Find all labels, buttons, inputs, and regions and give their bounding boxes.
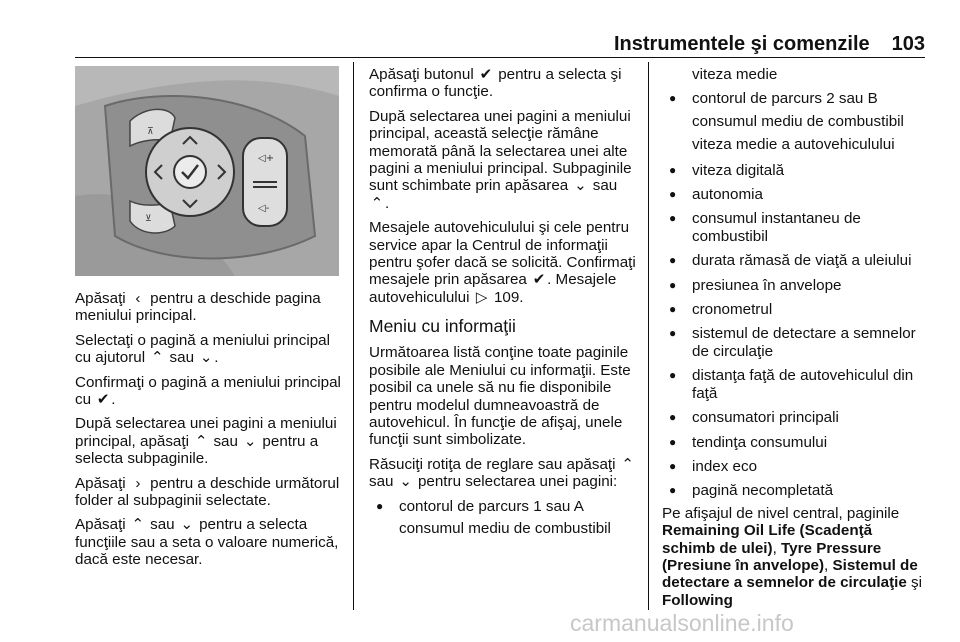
steering-wheel-illustration <box>75 66 339 276</box>
paragraph: Apăsaţi ‹ pentru a deschide pagina meniului principal. <box>75 290 321 325</box>
list-item: ● autonomia <box>662 186 927 203</box>
chevron-down-icon: ⌄ <box>399 473 413 491</box>
svg-text:⊼: ⊼ <box>147 127 154 137</box>
list-item: ● tendinţa consumului <box>662 434 927 451</box>
info-page-list <box>662 162 927 500</box>
list-item: ● index eco <box>662 458 927 475</box>
list-subitem: viteza medie <box>692 66 778 83</box>
paragraph: După selectarea unei pagini a meniului principal, această selecţie rămâne memorată până la selectarea unei alte pagini a meniului principal. Subpaginile sunt schimbate prin apăsarea ⌄ sau ⌃ . <box>369 107 632 212</box>
column-3 <box>662 66 927 616</box>
chevron-left-icon: ‹ <box>135 290 141 307</box>
chevron-down-icon: ⌄ <box>574 177 587 195</box>
list-item: ● pagină necompletată <box>662 482 927 499</box>
chevron-down-icon: ⌄ <box>180 516 194 534</box>
bold-term: Sistemul de detectare a semnelor de circulaţie <box>662 556 918 592</box>
list-item: ● sistemul de detectare a semnelor de circulaţie <box>662 325 927 360</box>
column-divider <box>648 62 649 610</box>
paragraph: Următoarea listă conţine toate paginile posibile ale Meniului cu informaţii. Este posibil ca unele să nu fie disponibile pentru modelul dumneavoastră de autovehicul. În funcţie de afişaj, unele funcţii sunt simbolizate. <box>369 344 631 449</box>
svg-text:⊻: ⊻ <box>145 214 152 224</box>
chapter-title: Instrumentele şi comenzile <box>613 33 870 55</box>
list-item: ● cronometrul <box>662 301 927 318</box>
chevron-down-icon: ⌄ <box>199 349 213 367</box>
list-subitem: consumul mediu de combustibil <box>692 112 904 130</box>
triangle-right-icon: ▷ <box>475 288 488 306</box>
chevron-right-icon: › <box>135 474 141 492</box>
list-subitem: viteza medie a autovehiculului <box>692 136 895 154</box>
steering-wheel-svg <box>75 66 339 276</box>
list-item: ● viteza digitală <box>662 162 927 179</box>
chevron-up-icon: ⌃ <box>621 455 635 473</box>
info-page-list <box>662 90 927 107</box>
check-icon: ✔ <box>96 391 110 409</box>
info-page-list <box>369 498 637 515</box>
page-header <box>75 24 925 56</box>
watermark: carmanualsonline.info <box>570 610 794 636</box>
list-item: ● distanţa faţă de autovehiculul din faţă <box>662 367 927 402</box>
list-item: ● consumul instantaneu de combustibil <box>662 210 927 245</box>
page-number: 103 <box>891 33 925 55</box>
list-item: ● durata rămasă de viaţă a uleiului <box>662 252 927 269</box>
list-item: ● presiunea în anvelope <box>662 277 927 294</box>
list-item: ● contorul de parcurs 1 sau A <box>369 498 637 515</box>
column-divider <box>353 62 354 610</box>
paragraph: Mesajele autovehiculului şi cele pentru service apar la Centrul de informaţii pentru şofer dacă se solicită. Confirmaţi mesajele prin apăsarea ✔ . Mesajele autovehiculului ▷ 109. <box>369 219 636 306</box>
list-subitem: consumul mediu de combustibil <box>399 519 611 537</box>
paragraph: Apăsaţi › pentru a deschide următorul folder al subpaginii selectate. <box>75 474 340 510</box>
bold-term: Tyre Pressure (Presiune în anvelope) <box>662 539 882 574</box>
paragraph: Selectaţi o pagină a meniului principal cu ajutorul ⌃ sau ⌄ . <box>75 331 330 367</box>
bold-term: Remaining Oil Life (Scadenţă schimb de ulei) <box>662 522 873 557</box>
bold-term: Following <box>662 591 733 609</box>
chevron-up-icon: ⌃ <box>150 349 164 367</box>
svg-text:◁-: ◁- <box>258 203 270 214</box>
header-rule <box>75 57 925 58</box>
column-2 <box>369 66 637 545</box>
check-icon: ✔ <box>532 271 546 289</box>
paragraph: Pe afişajul de nivel central, paginile Remaining Oil Life (Scadenţă schimb de ulei), Tyre Pressure (Presiune în anvelope), Sistemul de detectare a semnelor de circulaţie şi Following <box>662 504 923 609</box>
section-heading: Meniu cu informaţii <box>369 316 516 337</box>
column-1 <box>75 290 343 576</box>
chevron-down-icon: ⌄ <box>243 432 257 450</box>
svg-text:◁+: ◁+ <box>258 153 275 164</box>
check-icon: ✔ <box>479 66 493 83</box>
paragraph: După selectarea unei pagini a meniului principal, apăsaţi ⌃ sau ⌄ pentru a selecta subpaginile. <box>75 415 337 468</box>
chevron-up-icon: ⌃ <box>194 432 208 450</box>
dpad-center <box>174 156 206 188</box>
list-item: ● consumatori principali <box>662 409 927 426</box>
list-item: ● contorul de parcurs 2 sau B <box>662 90 927 107</box>
paragraph: Apăsaţi butonul ✔ pentru a selecta şi confirma o funcţie. <box>369 66 622 101</box>
chevron-up-icon: ⌃ <box>131 516 145 534</box>
chevron-up-icon: ⌃ <box>370 194 384 212</box>
paragraph: Apăsaţi ⌃ sau ⌄ pentru a selecta funcţiile sau a seta o valoare numerică, dacă este necesar. <box>75 516 339 569</box>
paragraph: Confirmaţi o pagină a meniului principal cu ✔ . <box>75 373 341 409</box>
paragraph: Răsuciţi rotiţa de reglare sau apăsaţi ⌃ sau ⌄ pentru selectarea unei pagini: <box>369 455 635 491</box>
page-reference[interactable]: 109. <box>493 288 524 306</box>
